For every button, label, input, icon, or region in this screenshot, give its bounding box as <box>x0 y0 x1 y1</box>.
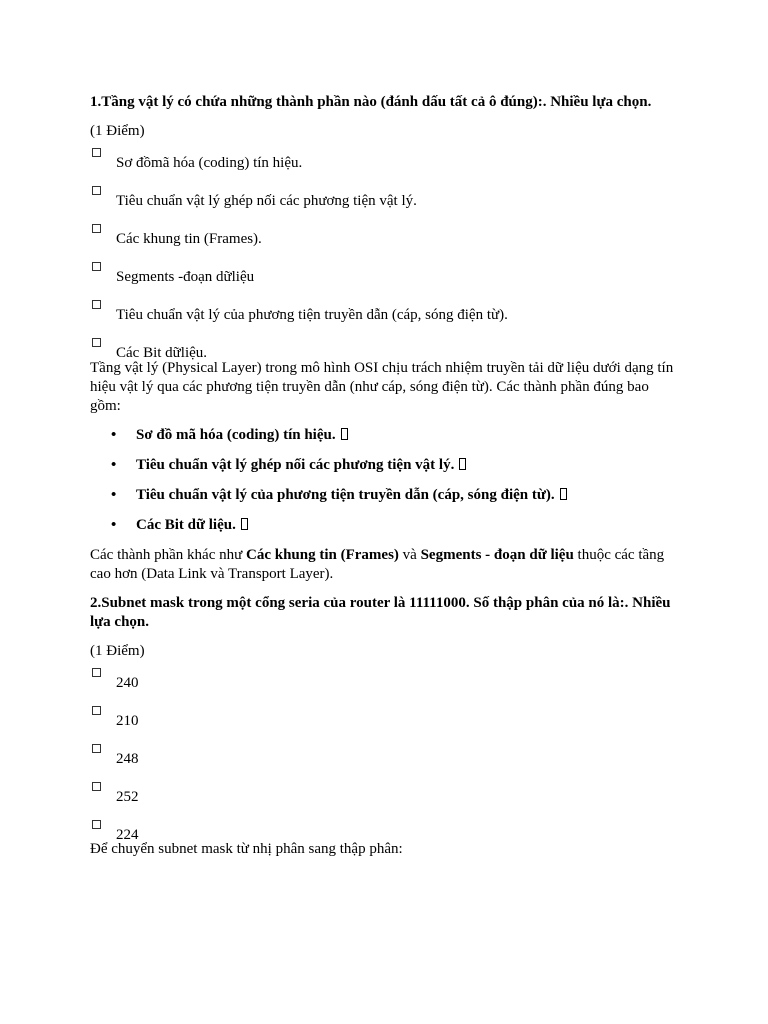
question-2-explanation: Để chuyển subnet mask từ nhị phân sang thập phân: <box>90 841 403 857</box>
checkbox-icon[interactable] <box>92 338 101 347</box>
answer-text: Sơ đồ mã hóa (coding) tín hiệu. <box>136 427 336 443</box>
question-2-options <box>90 668 682 843</box>
checkbox-icon[interactable] <box>92 668 101 677</box>
checkbox-icon[interactable] <box>92 706 101 715</box>
note-prefix: Các thành phần khác như <box>90 547 246 563</box>
note-term-segments: Segments - đoạn dữ liệu <box>420 547 574 563</box>
checkbox-icon[interactable] <box>92 782 101 791</box>
document-page <box>90 93 682 859</box>
answer-text: Tiêu chuẩn vật lý ghép nối các phương tiện vật lý. <box>136 457 455 473</box>
option-label: 224 <box>116 827 139 843</box>
bullet-icon: • <box>111 517 117 533</box>
question-2-title: 2.Subnet mask trong một cổng seria của router là 11111000. Số thập phân của nó là:. Nhiều lựa chọn. <box>90 595 671 630</box>
option-row[interactable] <box>90 706 682 729</box>
option-row[interactable] <box>90 782 682 805</box>
bullet-icon: • <box>111 427 117 443</box>
option-row[interactable] <box>90 224 682 247</box>
answer-item <box>90 426 682 445</box>
answer-item <box>90 456 682 475</box>
bullet-icon: • <box>111 487 117 503</box>
checkbox-icon[interactable] <box>92 744 101 753</box>
option-label: 252 <box>116 789 139 805</box>
checkbox-icon[interactable] <box>92 148 101 157</box>
question-1-answer-list <box>90 426 682 535</box>
option-label: Sơ đồmã hóa (coding) tín hiệu. <box>116 155 303 171</box>
check-mark-icon <box>459 458 466 470</box>
checkbox-icon[interactable] <box>92 300 101 309</box>
option-row[interactable] <box>90 820 682 843</box>
check-mark-icon <box>341 428 348 440</box>
note-term-frames: Các khung tin (Frames) <box>246 547 399 563</box>
option-row[interactable] <box>90 744 682 767</box>
option-label: 210 <box>116 713 139 729</box>
checkbox-icon[interactable] <box>92 224 101 233</box>
note-suffix: thuộc các tầng cao hơn (Data Link và Transport Layer). <box>90 547 665 582</box>
answer-text: Tiêu chuẩn vật lý của phương tiện truyền dẫn (cáp, sóng điện từ). <box>136 487 555 503</box>
option-row[interactable] <box>90 668 682 691</box>
option-row[interactable] <box>90 186 682 209</box>
question-1-points: (1 Điểm) <box>90 123 145 139</box>
option-label: 248 <box>116 751 139 767</box>
question-2-points: (1 Điểm) <box>90 643 145 659</box>
checkbox-icon[interactable] <box>92 820 101 829</box>
option-row[interactable] <box>90 300 682 323</box>
checkbox-icon[interactable] <box>92 262 101 271</box>
question-1-options <box>90 148 682 361</box>
question-1-explanation: Tầng vật lý (Physical Layer) trong mô hình OSI chịu trách nhiệm truyền tải dữ liệu dưới dạng tín hiệu vật lý qua các phương tiện truyền dẫn (như cáp, sóng điện từ). Các thành phần đúng bao gồm: <box>90 360 674 414</box>
option-label: Các Bit dữliệu. <box>116 345 208 361</box>
check-mark-icon <box>241 518 248 530</box>
option-row[interactable] <box>90 338 682 361</box>
option-row[interactable] <box>90 262 682 285</box>
option-label: Tiêu chuẩn vật lý của phương tiện truyền dẫn (cáp, sóng điện từ). <box>116 307 508 323</box>
option-label: Tiêu chuẩn vật lý ghép nối các phương tiện vật lý. <box>116 193 417 209</box>
answer-text: Các Bit dữ liệu. <box>136 517 236 533</box>
check-mark-icon <box>560 488 567 500</box>
option-row[interactable] <box>90 148 682 171</box>
option-label: Các khung tin (Frames). <box>116 231 262 247</box>
checkbox-icon[interactable] <box>92 186 101 195</box>
bullet-icon: • <box>111 457 117 473</box>
answer-item <box>90 516 682 535</box>
question-1-title: 1.Tầng vật lý có chứa những thành phần nào (đánh dấu tất cả ô đúng):. Nhiều lựa chọn. <box>90 94 652 110</box>
option-label: 240 <box>116 675 139 691</box>
option-label: Segments -đoạn dữliệu <box>116 269 255 285</box>
question-1-note <box>90 546 682 584</box>
note-and: và <box>398 547 421 563</box>
answer-item <box>90 486 682 505</box>
